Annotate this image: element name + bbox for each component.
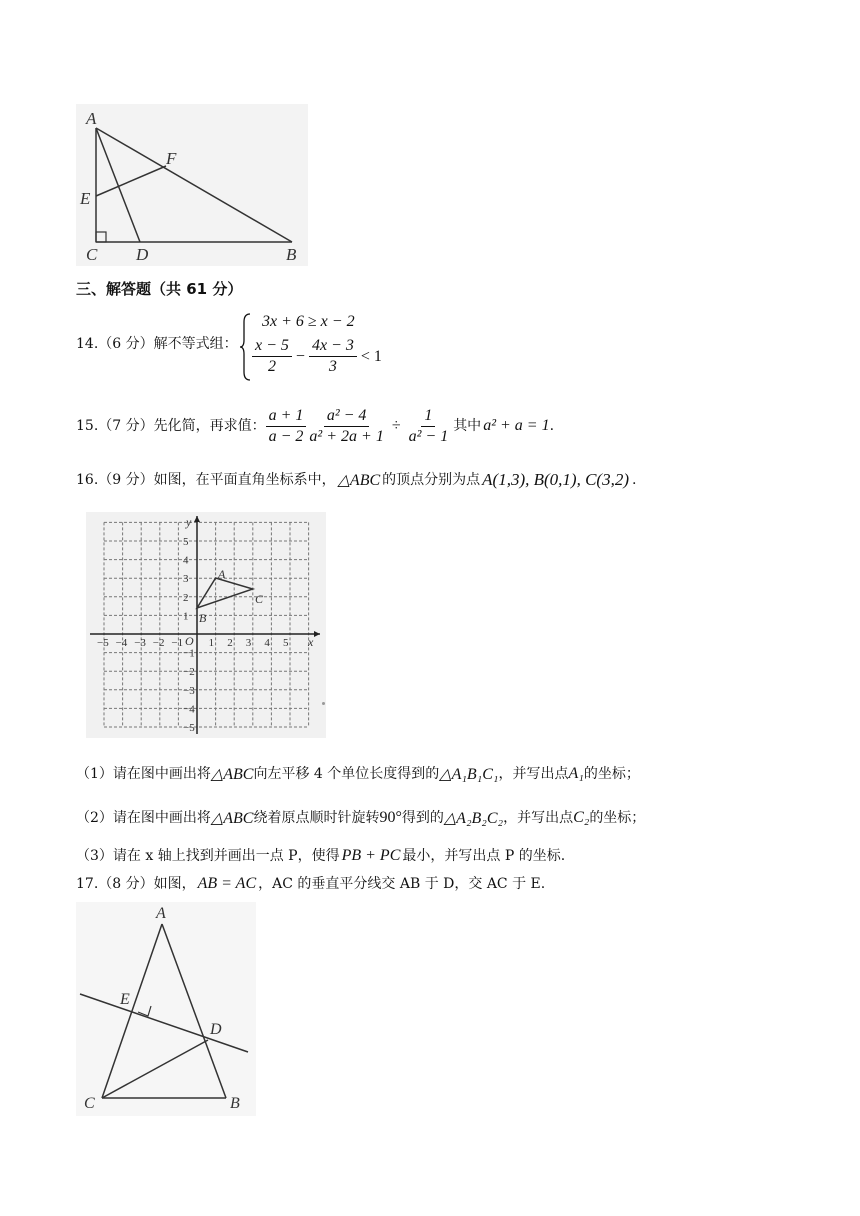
triangle-figure-bottom: [76, 902, 256, 1116]
y-tick-label: −5: [183, 722, 195, 734]
x-tick-label: −3: [134, 637, 146, 649]
y-tick-label: 2: [183, 591, 189, 604]
origin-label: O: [185, 634, 194, 648]
label-A: A: [86, 109, 97, 128]
perpendicular-bisector: [80, 994, 248, 1052]
segment-CD: [102, 1040, 208, 1098]
label-C: C: [84, 1095, 95, 1112]
y-tick-label: −1: [183, 647, 195, 660]
segment-AB: [96, 128, 292, 242]
y-tick-label: −4: [183, 703, 195, 716]
x-tick-label: 5: [283, 637, 289, 649]
point-C-label: C: [255, 592, 264, 606]
q15-frac3: $\frac{1}{\text{a² − 1}}$: [408, 406, 449, 445]
y-tick-label: 5: [183, 536, 189, 548]
q14-line2: $\frac{x - 5}{2}$ − $\frac{4x - 3}{3}$ < 1: [252, 336, 382, 377]
q16-sub2: （2）请在图中画出将 △ABC 绕着原点顺时针旋转 90° 得到的 △A₂B₂C₂ ，并写出点 C₂ 的坐标；: [76, 809, 646, 827]
y-tick-label: −3: [183, 684, 195, 697]
segment-AD: [96, 128, 140, 242]
segment-AC: [102, 924, 162, 1098]
x-tick-label: 1: [208, 637, 215, 649]
small-dot: [322, 702, 325, 705]
x-tick-label: −1: [171, 637, 184, 649]
q15-frac1: $\frac{a + 1}{a - 2}$: [266, 406, 307, 447]
y-tick-label: 3: [183, 573, 189, 586]
q14-line1: 3x + 6 ≥ x − 2: [262, 313, 355, 330]
label-E: E: [120, 991, 130, 1008]
label-D: D: [210, 1021, 222, 1038]
segment-EF: [96, 166, 166, 196]
x-tick-label: 4: [264, 637, 270, 649]
point-B-label: B: [199, 611, 207, 625]
triangle-ABC: [197, 578, 253, 608]
label-A: A: [156, 905, 166, 922]
section-title: 三、解答题（共 61 分）: [76, 280, 243, 298]
label-C: C: [86, 245, 98, 264]
x-axis-arrow: [314, 631, 320, 637]
x-tick-label: 3: [245, 637, 252, 649]
y-tick-label: −2: [183, 666, 195, 679]
label-B: B: [286, 245, 297, 264]
right-angle-mark: [96, 232, 106, 242]
x-tick-label: −5: [97, 637, 109, 649]
y-tick-label: 4: [183, 554, 189, 567]
y-axis-arrow: [194, 516, 200, 522]
q16-line: 16.（9 分）如图，在平面直角坐标系中， △ABC 的顶点分别为点 A(1,3), B(0,1), C(3,2) .: [76, 470, 637, 489]
x-tick-label: −4: [115, 637, 128, 649]
label-F: F: [166, 149, 177, 168]
q15-frac2: $\frac{\text{a² − 4}}{\text{a² + 2a + 1}}$: [309, 406, 384, 445]
q15-condition: a² + a = 1: [483, 417, 550, 434]
q16-points: A(1,3), B(0,1), C(3,2): [482, 470, 629, 489]
q17-line: 17.（8 分）如图， AB = AC ，AC 的垂直平分线交 AB 于 D，交 AC 于 E.: [76, 875, 546, 892]
triangle-figure-top: [76, 104, 308, 266]
label-E: E: [80, 189, 91, 208]
q16-sub3: （3）请在 x 轴上找到并画出一点 P，使得 PB + PC 最小，并写出点 P 的坐标.: [76, 847, 566, 864]
x-tick-label: −2: [152, 637, 165, 649]
q16-sub1: （1）请在图中画出将 △ABC 向左平移 4 个单位长度得到的 △A₁B₁C₁ ，并写出点 A₁ 的坐标；: [76, 765, 640, 783]
x-axis-label: x: [308, 635, 314, 649]
segment-AB: [162, 924, 226, 1098]
q14-prefix: 14.（6 分）解不等式组：: [76, 336, 238, 352]
point-A-label: A: [218, 567, 226, 581]
label-D: D: [136, 245, 149, 264]
y-tick-label: 1: [183, 610, 189, 623]
label-B: B: [230, 1095, 240, 1112]
y-axis-label: y: [186, 515, 192, 529]
q14-frac2: $\frac{4x - 3}{3}$: [309, 336, 357, 377]
coordinate-grid-figure: [86, 512, 326, 738]
q15-prefix: 15.（7 分）先化简，再求值：: [76, 418, 266, 434]
q14-brace: [240, 312, 252, 382]
x-tick-label: 2: [227, 637, 233, 649]
q14-frac1: $\frac{x - 5}{2}$: [252, 336, 292, 377]
q15-line: 15.（7 分）先化简，再求值： $\frac{a + 1}{a - 2}$ $\frac{\text{a² − 4}}{\text{a² + 2a + 1}}$ ÷ $\frac{1}{\text{a² − 1}}$ 其中 a² + a = 1 .: [76, 406, 555, 445]
